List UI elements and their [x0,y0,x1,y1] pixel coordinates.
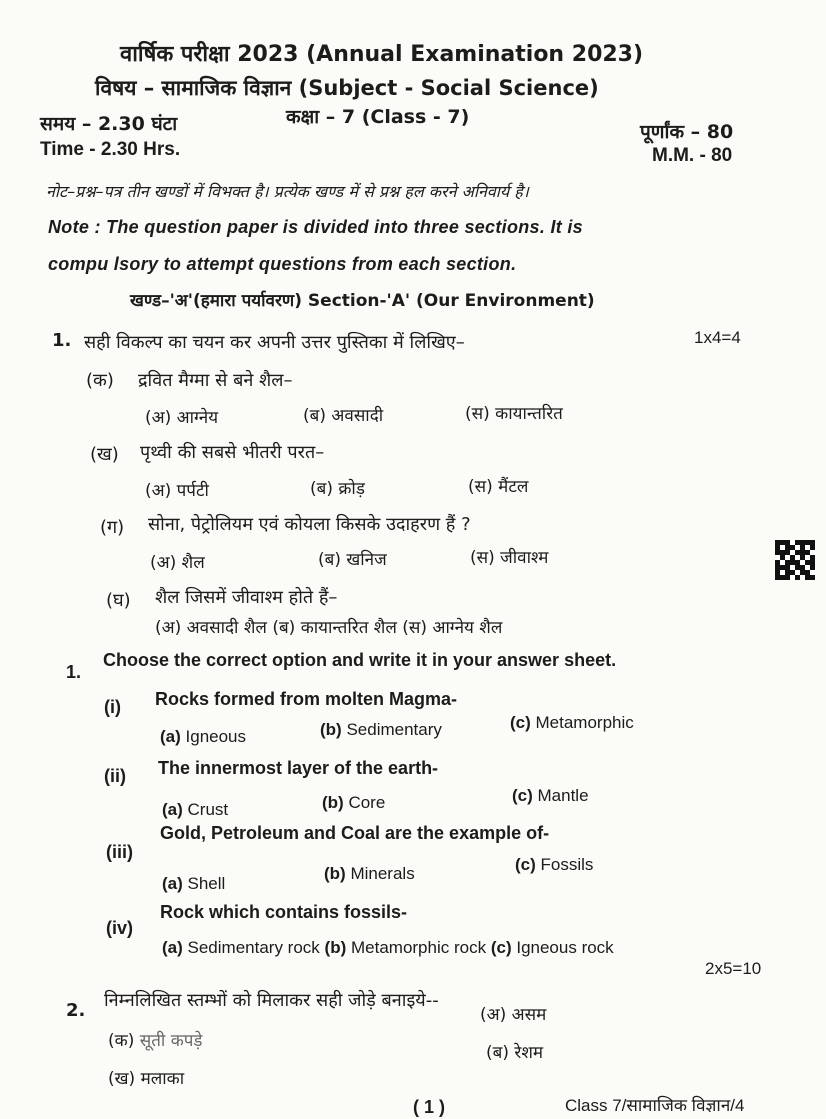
option-text: Sedimentary rock [187,938,320,957]
q1-english-part-text: The innermost layer of the earth- [158,758,439,778]
q1-option: (ब) अवसादी [303,406,384,426]
option-label: (b) [324,938,347,957]
subject-line: विषय – सामाजिक विज्ञान (Subject - Social Science) [95,76,599,100]
q1-option: (अ) पर्पटी [145,481,209,501]
q1-option: (ब) खनिज [318,550,387,570]
q1-hindi-text: सही विकल्प का चयन कर अपनी उत्तर पुस्तिका में लिखिए– [84,332,465,353]
option-text: Igneous rock [516,938,614,957]
q1-option: (अ) आग्नेय [145,408,219,428]
q1-english-part-label: (iii) [106,842,133,862]
option-text: Metamorphic rock [350,938,487,957]
q1-part-text: शैल जिसमें जीवाश्म होते हैं– [155,587,338,608]
option-text: Sedimentary [346,720,442,739]
option-text: Core [348,793,386,812]
option-label: (b) [324,864,346,883]
q1-part-label: (ख) [90,444,119,465]
q1-english-part-text: Rocks formed from molten Magma- [155,689,458,709]
q1-option-line: (अ) अवसादी शैल (ब) कायान्तरित शैल (स) आग्नेय शैल [155,618,503,638]
q1-english-part-text: Gold, Petroleum and Coal are the example of- [160,823,550,843]
q2-number: 2. [66,1000,86,1021]
qr-code [775,540,815,580]
option-label: (a) [162,938,183,957]
q1-part-label: (क) [86,370,114,391]
option-label: (c) [510,713,531,732]
option-text: Mantle [537,786,589,805]
q1-option: (स) मैंटल [468,477,529,497]
q1-part-text: पृथ्वी की सबसे भीतरी परत– [140,442,325,463]
option-text: Crust [187,800,229,819]
q1-marks: 1x4=4 [694,328,741,347]
option-text: Metamorphic [535,713,634,732]
q1-english-part-text: Rock which contains fossils- [160,902,408,922]
option-label: (c) [490,938,512,957]
q1-option: (स) कायान्तरित [465,404,563,424]
option-label: (c) [515,855,536,874]
note-english-line2: compu lsory to attempt questions from each section. [48,254,517,274]
q1-english-part-label: (ii) [104,766,126,786]
option-label: (b) [322,793,344,812]
option-label: (a) [160,727,181,746]
match-right-text: रेशम [514,1043,544,1063]
q2-text: निम्नलिखित स्तम्भों को मिलाकर सही जोड़े बनाइये-- [104,990,439,1011]
q2-marks: 2x5=10 [705,959,762,978]
option-text: Igneous [185,727,247,746]
note-english-line1: Note : The question paper is divided into three sections. It is [48,217,583,237]
option-label: (c) [512,786,533,805]
q1-english-number: 1. [66,662,82,682]
match-right-label: (ब) [486,1043,509,1063]
option-label: (a) [162,874,183,893]
q1-option: (ब) क्रोड़ [310,479,365,499]
q1-part-text: सोना, पेट्रोलियम एवं कोयला किसके उदाहरण हैं ? [148,514,471,535]
q1-english-part-label: (iv) [106,918,133,938]
q1-part-text: द्रवित मैग्मा से बने शैल– [138,370,293,391]
q1-part-label: (घ) [106,590,131,611]
match-left-label: (ख) [108,1069,136,1089]
max-marks-english: M.M. - 80 [652,145,733,166]
class-line: कक्षा – 7 (Class - 7) [286,106,470,128]
exam-title: वार्षिक परीक्षा 2023 (Annual Examination 2023) [120,42,644,67]
match-left-text: मलाका [140,1069,185,1089]
match-left-text: सूती कपड़े [139,1031,203,1051]
time-english: Time - 2.30 Hrs. [40,139,181,160]
match-right-label: (अ) [480,1005,507,1025]
page-number: ( 1 ) [413,1097,446,1117]
q1-part-label: (ग) [100,517,125,538]
section-a-heading: खण्ड–'अ'(हमारा पर्यावरण) Section-'A' (Our Environment) [130,291,595,311]
q1-option: (स) जीवाश्म [470,548,549,568]
option-label: (b) [320,720,342,739]
q1-option: (अ) शैल [150,553,205,573]
time-hindi: समय – 2.30 घंटा [40,113,178,135]
option-text: Minerals [350,864,415,883]
paper-code: Class 7/सामाजिक विज्ञान/4 [565,1096,745,1115]
q1-english-part-label: (i) [104,697,121,717]
option-text: Shell [187,874,226,893]
q1-hindi-number: 1. [52,330,72,351]
q1-english-text: Choose the correct option and write it in your answer sheet. [103,650,617,670]
note-hindi: नोट–प्रश्न–पत्र तीन खण्डों में विभक्त है। प्रत्येक खण्ड में से प्रश्न हल करने अनिवार्य है। [46,182,529,201]
option-label: (a) [162,800,183,819]
match-left-label: (क) [108,1031,135,1051]
option-text: Fossils [540,855,594,874]
max-marks-hindi: पूर्णांक – 80 [640,121,734,143]
match-right-text: असम [511,1005,547,1025]
